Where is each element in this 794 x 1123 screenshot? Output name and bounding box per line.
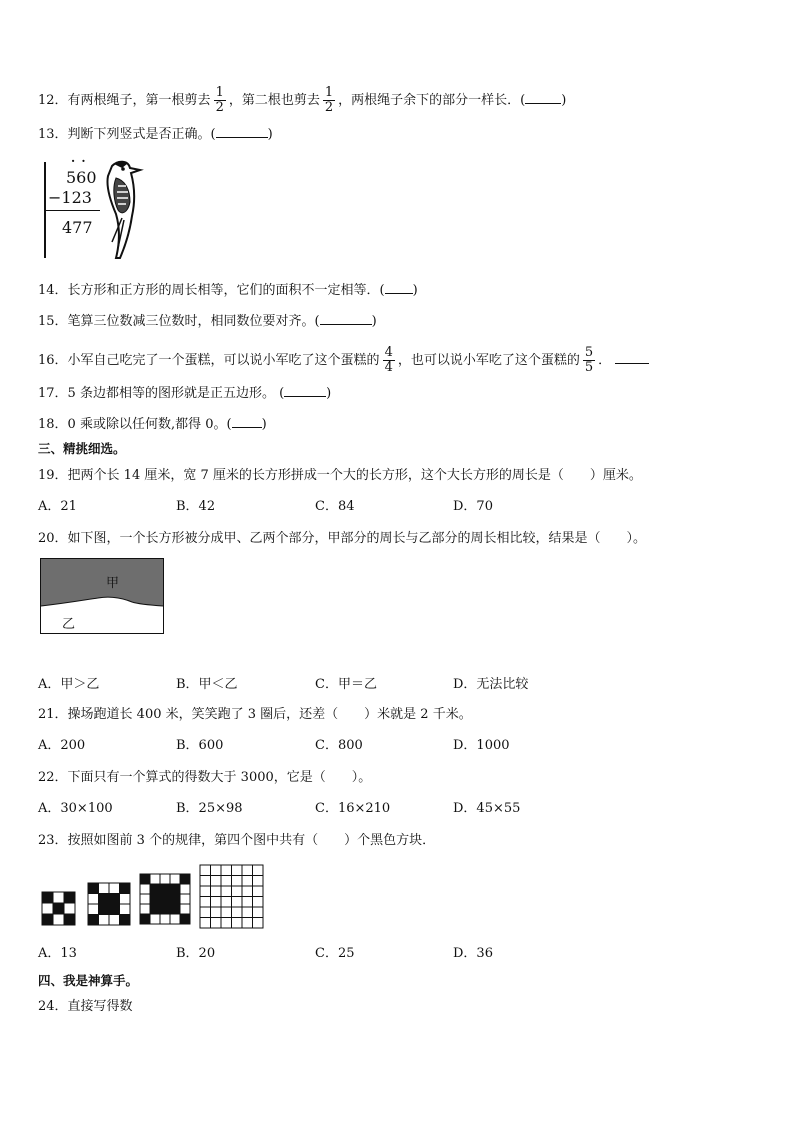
pattern-cell-empty: [242, 876, 253, 887]
option-b[interactable]: B．600: [176, 738, 224, 753]
pattern-cell: [64, 903, 75, 914]
pattern-cell: [140, 904, 150, 914]
vertical-calculation-figure: [40, 154, 150, 262]
option-a[interactable]: A．甲＞乙: [38, 677, 100, 692]
pattern-cell: [109, 894, 120, 905]
pattern-cell-empty: [211, 865, 222, 876]
pattern-cell: [120, 883, 131, 894]
pattern-cell: [109, 915, 120, 926]
pattern-cell-empty: [200, 886, 211, 897]
pattern-cell-empty: [253, 886, 264, 897]
minuend: 560: [66, 168, 97, 187]
answer-blank[interactable]: [385, 281, 413, 294]
pattern-cell-empty: [232, 918, 243, 929]
pattern-cell: [42, 914, 53, 925]
question-24: 24．直接写得数: [38, 999, 133, 1014]
square-pattern-diagram: [40, 862, 270, 932]
pattern-cell: [180, 884, 190, 894]
option-a[interactable]: A．13: [38, 946, 77, 961]
pattern-cell-empty: [200, 907, 211, 918]
pattern-cell-empty: [242, 907, 253, 918]
pattern-cell-empty: [211, 897, 222, 908]
fraction-four-fourths: $\frac{4}{4}$: [384, 345, 393, 375]
region-label-jia: 甲: [106, 576, 120, 591]
pattern-cell-empty: [221, 897, 232, 908]
pattern-cell: [109, 883, 120, 894]
option-d[interactable]: D．1000: [453, 738, 510, 753]
pattern-cell: [160, 904, 170, 914]
pattern-cell-empty: [211, 918, 222, 929]
pattern-cell-empty: [253, 907, 264, 918]
fraction-one-half: $\frac{1}{2}$: [324, 85, 334, 115]
pattern-cell-empty: [221, 876, 232, 887]
pattern-cell: [140, 884, 150, 894]
pattern-cell: [170, 884, 180, 894]
pattern-cell: [160, 874, 170, 884]
pattern-cell-empty: [242, 865, 253, 876]
question-12: 12．有两根绳子，第一根剪去 $\frac{1}{2}$ ，第二根也剪去 $\frac{1}{2}$ ，两根绳子余下的部分一样长．( ): [38, 85, 567, 115]
pattern-cell: [150, 874, 160, 884]
pattern-cell-empty: [253, 897, 264, 908]
pattern-cell: [160, 914, 170, 924]
pattern-cell-empty: [200, 897, 211, 908]
option-c[interactable]: C．甲＝乙: [315, 677, 377, 692]
section-heading-4: 四、我是神算手。: [38, 973, 139, 988]
option-d[interactable]: D．无法比较: [453, 677, 529, 692]
pattern-cell-empty: [211, 876, 222, 887]
pattern-cell: [150, 884, 160, 894]
option-b[interactable]: B．甲＜乙: [176, 677, 238, 692]
pattern-cell: [140, 874, 150, 884]
region-label-yi: 乙: [62, 617, 76, 632]
pattern-cell: [53, 914, 64, 925]
pattern-cell: [99, 904, 110, 915]
pattern-cell: [53, 903, 64, 914]
pattern-cell-empty: [253, 876, 264, 887]
pattern-cell-empty: [211, 886, 222, 897]
question-23: 23．按照如图前 3 个的规律，第四个图中共有（ ）个黑色方块．: [38, 833, 436, 848]
pattern-cell: [170, 874, 180, 884]
pattern-cell-empty: [211, 907, 222, 918]
option-c[interactable]: C．84: [315, 499, 355, 514]
answer-blank[interactable]: [216, 125, 268, 138]
option-c[interactable]: C．25: [315, 946, 355, 961]
question-14: 14．长方形和正方形的周长相等，它们的面积不一定相等．( ): [38, 283, 418, 298]
pattern-cell: [109, 904, 120, 915]
question-20: 20．如下图，一个长方形被分成甲、乙两个部分，甲部分的周长与乙部分的周长相比较，结果是（ ）。: [38, 531, 647, 546]
pattern-cell: [160, 894, 170, 904]
pattern-cell-empty: [232, 876, 243, 887]
pattern-cell: [120, 894, 131, 905]
sum-line: [46, 210, 100, 211]
option-b[interactable]: B．42: [176, 499, 216, 514]
option-b[interactable]: B．20: [176, 946, 216, 961]
pattern-cell: [64, 914, 75, 925]
pattern-cell-empty: [200, 865, 211, 876]
answer-blank[interactable]: [615, 351, 649, 364]
question-number: 20．: [38, 531, 68, 546]
pattern-cell-empty: [232, 865, 243, 876]
pattern-cell: [42, 903, 53, 914]
pattern-cell-empty: [221, 918, 232, 929]
question-number: 16．: [38, 353, 68, 368]
pattern-cell-empty: [232, 907, 243, 918]
pattern-cell: [170, 904, 180, 914]
pattern-cell-empty: [200, 918, 211, 929]
option-d[interactable]: D．70: [453, 499, 493, 514]
pattern-cell: [150, 894, 160, 904]
pattern-cell: [88, 894, 99, 905]
pattern-cell: [170, 914, 180, 924]
pattern-cell: [150, 914, 160, 924]
answer-blank[interactable]: [232, 415, 262, 428]
pattern-cell-empty: [221, 886, 232, 897]
option-d[interactable]: D．36: [453, 946, 493, 961]
square-pattern-figure: [40, 862, 270, 932]
pattern-cell: [64, 892, 75, 903]
option-a[interactable]: A．30×100: [38, 801, 113, 816]
question-13: 13．判断下列竖式是否正确。( ): [38, 127, 273, 142]
answer-blank[interactable]: [320, 312, 372, 325]
answer-blank[interactable]: [525, 91, 561, 104]
pattern-cell: [170, 894, 180, 904]
section-heading-3: 三、精挑细选。: [38, 441, 126, 456]
question-number: 18．: [38, 417, 68, 432]
question-number: 13．: [38, 127, 68, 142]
option-b[interactable]: B．25×98: [176, 801, 243, 816]
question-number: 14．: [38, 283, 68, 298]
question-18: 18．0 乘或除以任何数,都得 0。( ): [38, 417, 267, 432]
subtrahend: −123: [48, 188, 92, 207]
fraction-one-half: $\frac{1}{2}$: [215, 85, 224, 115]
pattern-cell: [120, 904, 131, 915]
pattern-cell-empty: [242, 897, 253, 908]
pattern-cell: [180, 894, 190, 904]
pattern-cell-empty: [232, 886, 243, 897]
pattern-cell: [99, 915, 110, 926]
question-number: 24．: [38, 999, 68, 1014]
pattern-cell: [180, 914, 190, 924]
pattern-cell: [120, 915, 131, 926]
question-16: 16．小军自己吃完了一个蛋糕，可以说小军吃了这个蛋糕的 $\frac{4}{4}$ ，也可以说小军吃了这个蛋糕的 $\frac{5}{5}$ ．: [38, 346, 649, 375]
question-number: 12．: [38, 93, 68, 108]
pattern-cell: [53, 892, 64, 903]
question-number: 17．: [38, 386, 68, 401]
woodpecker-icon: [100, 158, 146, 262]
pattern-cell-empty: [232, 897, 243, 908]
pattern-cell: [42, 892, 53, 903]
question-15: 15．笔算三位数减三位数时，相同数位要对齐。( ): [38, 314, 377, 329]
question-17: 17．5 条边都相等的图形就是正五边形。 ( ): [38, 386, 332, 401]
pattern-cell: [99, 883, 110, 894]
carry-dots: · ·: [71, 154, 87, 168]
question-number: 23．: [38, 833, 68, 848]
pattern-cell-empty: [242, 918, 253, 929]
question-number: 15．: [38, 314, 68, 329]
pattern-cell-empty: [221, 907, 232, 918]
question-number: 22．: [38, 770, 68, 785]
pattern-cell: [88, 904, 99, 915]
pattern-cell: [88, 883, 99, 894]
option-d[interactable]: D．45×55: [453, 801, 521, 816]
pattern-cell: [150, 904, 160, 914]
question-number: 21．: [38, 707, 68, 722]
rectangle-split-figure: [40, 558, 164, 634]
pattern-cell: [180, 904, 190, 914]
pattern-cell: [140, 894, 150, 904]
pattern-cell-empty: [253, 865, 264, 876]
pattern-cell: [99, 894, 110, 905]
pattern-cell-empty: [200, 876, 211, 887]
pattern-cell: [140, 914, 150, 924]
option-c[interactable]: C．16×210: [315, 801, 391, 816]
pattern-cell-empty: [221, 865, 232, 876]
option-a[interactable]: A．21: [38, 499, 77, 514]
option-c[interactable]: C．800: [315, 738, 363, 753]
split-rectangle-diagram: [40, 558, 164, 634]
question-19: 19．把两个长 14 厘米，宽 7 厘米的长方形拼成一个大的长方形，这个大长方形的周长是（ ）厘米。: [38, 468, 642, 483]
pattern-cell: [180, 874, 190, 884]
question-22: 22．下面只有一个算式的得数大于 3000，它是（ ）。: [38, 770, 372, 785]
pattern-cell: [160, 884, 170, 894]
fraction-five-fifths: $\frac{5}{5}$: [584, 345, 594, 375]
question-21: 21．操场跑道长 400 米，笑笑跑了 3 圈后，还差（ ）米就是 2 千米。: [38, 707, 472, 722]
answer-blank[interactable]: [284, 384, 326, 397]
pattern-cell-empty: [253, 918, 264, 929]
option-a[interactable]: A．200: [38, 738, 86, 753]
question-number: 19．: [38, 468, 68, 483]
pattern-cell: [88, 915, 99, 926]
difference: 477: [62, 218, 93, 237]
pattern-cell-empty: [242, 886, 253, 897]
